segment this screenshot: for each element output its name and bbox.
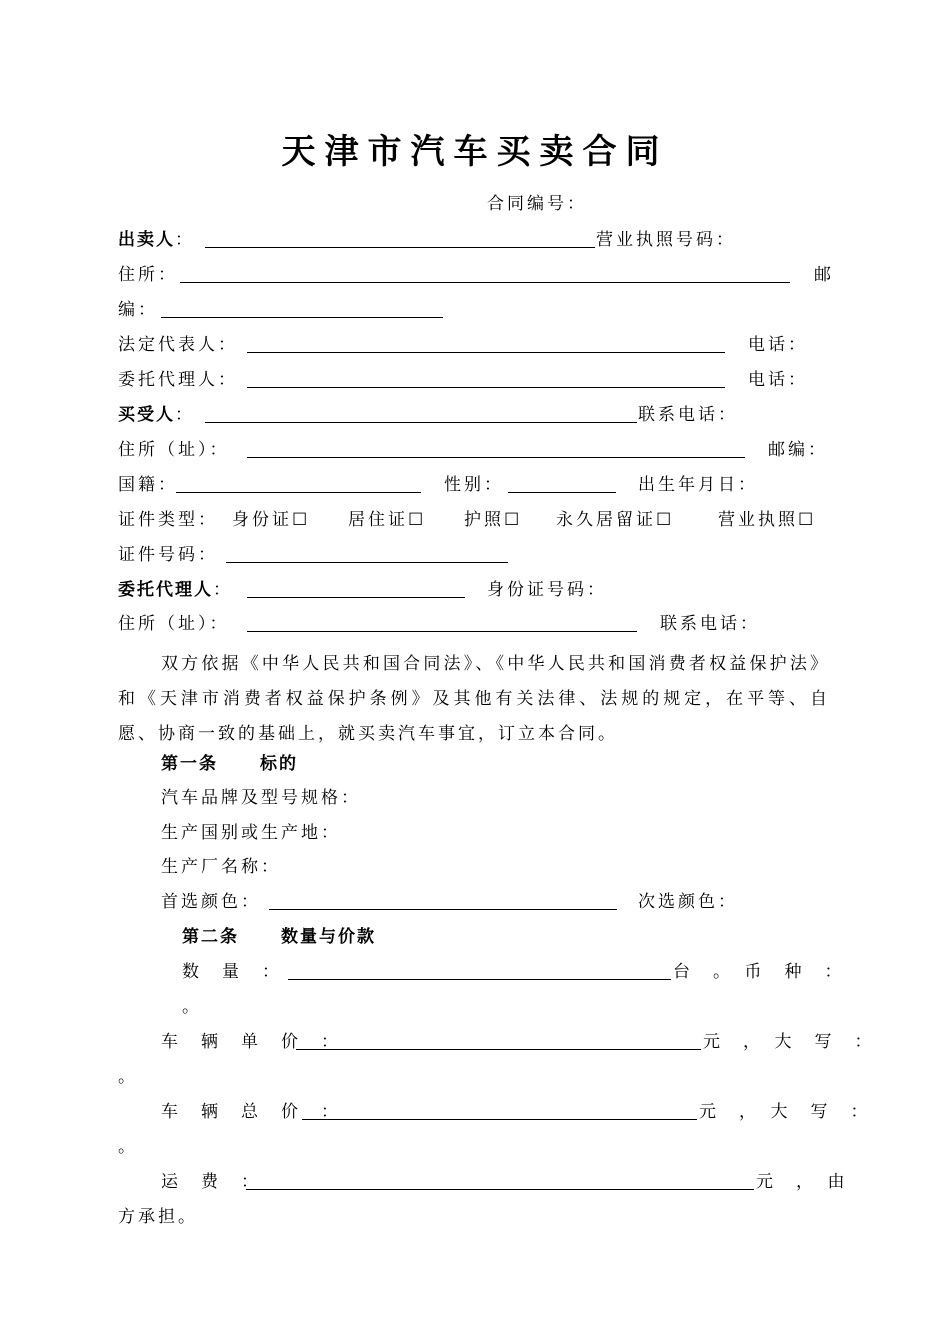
buyer-id-no-label: 证件号码： [118,545,218,565]
buyer-nationality-field[interactable] [176,473,421,500]
buyer-agent-row: 委托代理人： [118,580,233,600]
color2-label: 次选颜色： [638,892,738,912]
unit-price-label: 车 辆 单 价 ： [161,1032,341,1052]
unit-price-field[interactable] [296,1030,701,1057]
freight-label: 运 费 ： [161,1172,261,1192]
seller-license-label: 营业执照号码： [596,230,736,250]
buyer-agent-label: 委托代理人 [118,580,213,600]
quantity-label: 数 量 ： [182,962,282,982]
seller-row: 出卖人： [118,230,195,250]
seller-address-label: 住所： [118,265,178,285]
seller-postcode-label-a: 邮 [814,265,834,285]
brand-model-label: 汽车品牌及型号规格： [161,788,361,808]
seller-legal-rep-label: 法定代表人： [118,335,238,355]
buyer-id-type-label: 证件类型： [118,510,218,530]
buyer-address-field[interactable] [247,438,745,465]
total-price-unit: 元 ， 大 写 ： [699,1102,871,1122]
manufacturer-label: 生产厂名称： [161,857,281,877]
buyer-gender-label: 性别： [444,475,504,495]
unit-price-unit: 元 ， 大 写 ： [703,1032,875,1052]
id-type-option-license[interactable]: 营业执照☐ [718,510,817,530]
id-type-option-permanent[interactable]: 永久居留证☐ [556,510,675,530]
total-price-end: 。 [118,1137,138,1157]
total-price-label: 车 辆 总 价 ： [161,1102,341,1122]
quantity-field[interactable] [288,960,671,987]
intro-paragraph: 双方依据《中华人民共和国合同法》、《中华人民共和国消费者权益保护法》和《天津市消费者权益保护条例》及其他有关法律、法规的规定，在平等、自愿、协商一致的基础上，就买卖汽车事宜，订立本合同。 [118,654,830,744]
seller-agent-field[interactable] [247,368,725,395]
freight-field[interactable] [246,1170,754,1197]
freight-unit: 元 ， 由 [756,1172,848,1192]
buyer-birthdate-label: 出生年月日： [638,475,758,495]
article1-heading: 第一条 标的 [161,754,298,774]
buyer-nationality-label: 国籍： [118,475,178,495]
id-type-option-id-card[interactable]: 身份证☐ [232,510,311,530]
seller-postcode-label-b: 编： [118,300,158,320]
buyer-agent-id-label: 身份证号码： [487,580,607,600]
seller-legal-rep-field[interactable] [247,333,725,360]
buyer-id-no-field[interactable] [226,543,508,570]
seller-name-field[interactable] [205,228,595,255]
seller-postcode-field[interactable] [161,298,443,325]
total-price-field[interactable] [302,1100,697,1127]
buyer-postcode-label: 邮编： [768,440,828,460]
buyer-agent-address-field[interactable] [247,612,637,639]
id-type-option-residence[interactable]: 居住证☐ [348,510,427,530]
unit-price-end: 。 [118,1067,138,1087]
article2-heading: 第二条 数量与价款 [182,927,376,947]
origin-label: 生产国别或生产地： [161,823,341,843]
buyer-gender-field[interactable] [508,473,616,500]
seller-label: 出卖人 [118,230,175,250]
buyer-row: 买受人： [118,405,195,425]
buyer-agent-field[interactable] [247,578,465,605]
freight-end: 方承担。 [118,1207,198,1227]
seller-legal-rep-phone-label: 电话： [748,335,808,355]
buyer-agent-address-label: 住所（址）： [118,614,230,634]
color1-field[interactable] [269,890,617,917]
buyer-name-field[interactable] [205,403,637,430]
seller-agent-label: 委托代理人： [118,370,238,390]
buyer-address-label: 住所（址）： [118,440,230,460]
quantity-unit-currency: 台 。 币 种 ： [673,962,845,982]
contract-title: 天津市汽车买卖合同 [281,132,669,172]
quantity-end: 。 [182,997,202,1017]
id-type-option-passport[interactable]: 护照☐ [464,510,523,530]
seller-agent-phone-label: 电话： [748,370,808,390]
contract-no-label: 合同编号： [487,194,587,214]
seller-address-field[interactable] [180,263,790,290]
buyer-label: 买受人 [118,405,175,425]
buyer-contact-phone-label: 联系电话： [638,405,738,425]
color1-label: 首选颜色： [161,892,261,912]
buyer-agent-phone-label: 联系电话： [660,614,760,634]
